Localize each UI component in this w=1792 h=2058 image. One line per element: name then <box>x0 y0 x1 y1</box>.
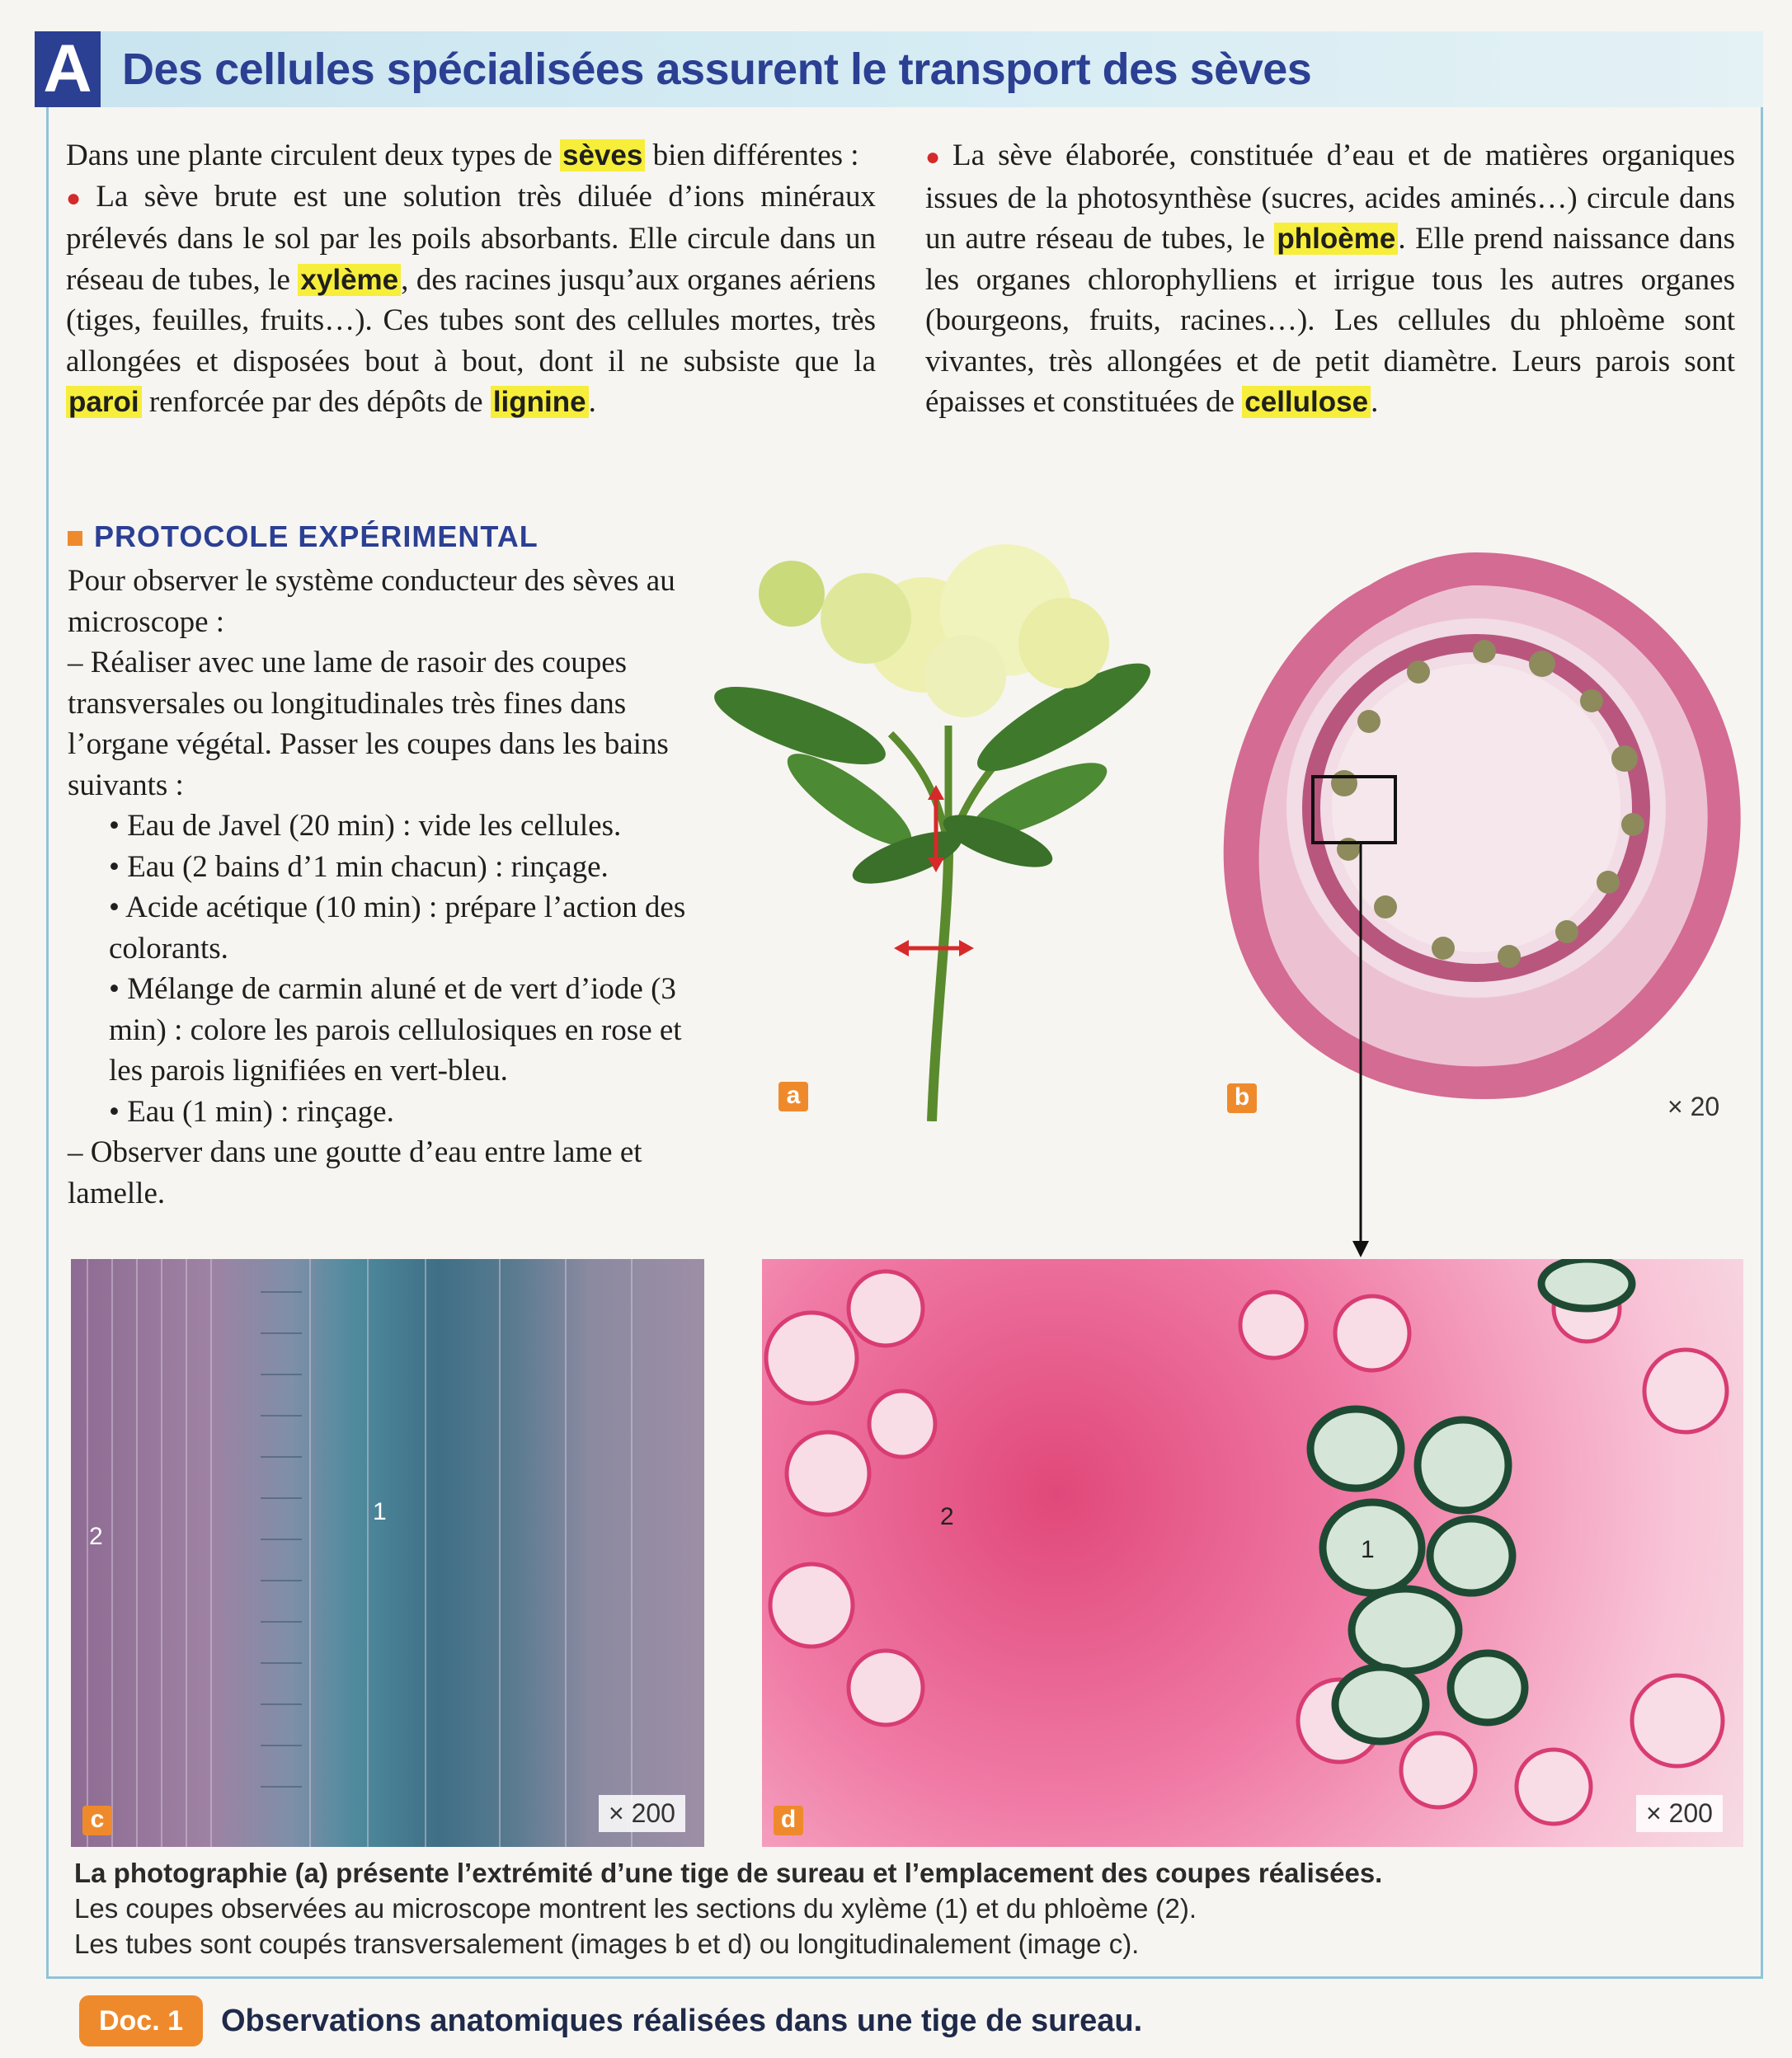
protocol-step: • Eau (2 bains d’1 min chacun) : rinçage. <box>109 849 609 884</box>
square-bullet-icon <box>68 531 82 546</box>
figure-caption <box>74 1855 1707 1962</box>
protocol-step: • Eau de Javel (20 min) : vide les cellules. <box>109 809 622 843</box>
figure-c-marker-xylem: 1 <box>373 1498 387 1525</box>
keyword-cellulose: cellulose <box>1242 386 1371 418</box>
figure-c-marker-phloem: 2 <box>89 1523 103 1550</box>
protocol-line: Pour observer le système conducteur des sèves au microscope : <box>68 564 675 639</box>
keyword-xyleme: xylème <box>298 264 401 296</box>
protocol-step: • Eau (1 min) : rinçage. <box>109 1094 394 1129</box>
left-column <box>66 135 876 423</box>
elder-stem-illustration <box>676 519 1171 1121</box>
doc-badge: Doc. 1 <box>79 1995 203 2046</box>
raw-sap-text-b: , des racines jusqu’aux organes aériens (tiges, feuilles, fruits…). Ces tubes sont des cellules mortes, très allongées et disposées bout à bout, dont il ne subsiste que la <box>66 262 876 378</box>
caption-line-2: Les coupes observées au microscope montrent les sections du xylème (1) et du phloème (2). <box>74 1893 1197 1924</box>
figure-b-magnification: × 20 <box>1667 1092 1720 1121</box>
figure-d-marker-phloem: 2 <box>940 1503 954 1530</box>
raw-sap-text-d: . <box>588 385 596 419</box>
figure-a-plant <box>676 519 1171 1121</box>
figure-c-label: c <box>82 1806 112 1835</box>
keyword-seves: sèves <box>560 139 645 172</box>
xylem-longitudinal-image <box>71 1259 704 1847</box>
protocol-heading-text: PROTOCOLE EXPÉRIMENTAL <box>94 519 539 553</box>
section-letter: A <box>35 31 101 107</box>
intro-paragraph <box>66 135 876 176</box>
protocol-line: – Observer dans une goutte d’eau entre lame et lamelle. <box>68 1135 642 1210</box>
keyword-paroi: paroi <box>66 386 142 418</box>
elaborated-sap-text-c: . <box>1371 385 1379 419</box>
protocol-step: • Mélange de carmin aluné et de vert d’iode (3 min) : colore les parois cellulosiques en rose et les parois lignifiées en vert-bleu. <box>109 972 682 1088</box>
raw-sap-paragraph <box>66 176 876 423</box>
figure-c-longitudinal <box>71 1259 704 1847</box>
intro-text: Dans une plante circulent deux types de <box>66 139 560 172</box>
figure-c-magnification: × 200 <box>599 1795 685 1832</box>
figure-d-transverse <box>762 1259 1743 1847</box>
raw-sap-text-c: renforcée par des dépôts de <box>141 385 491 419</box>
protocol-step: • Acide acétique (10 min) : prépare l’action des colorants. <box>109 890 686 966</box>
stem-cross-section-image <box>1204 536 1748 1113</box>
elaborated-sap-text-b: . Elle prend naissance dans les organes chlorophylliens et irrigue tous les autres organes (bourgeons, fruits, racines…). Les cellules du phloème sont vivantes, très allongées et de petit diamètre. Leurs parois sont épaisses et constituées de <box>925 222 1735 419</box>
elaborated-sap-paragraph <box>925 135 1735 423</box>
caption-line-3: Les tubes sont coupés transversalement (images b et d) ou longitudinalement (image c). <box>74 1929 1140 1959</box>
doc-title: Observations anatomiques réalisées dans une tige de sureau. <box>221 2004 1143 2038</box>
protocol-text <box>68 561 711 1214</box>
bullet-icon: ● <box>925 143 946 171</box>
figure-a-label: a <box>778 1082 808 1111</box>
figure-d-magnification: × 200 <box>1636 1795 1723 1832</box>
figure-b-label: b <box>1227 1083 1257 1113</box>
caption-line-1: La photographie (a) présente l’extrémité d’une tige de sureau et l’emplacement des coupes réalisées. <box>74 1858 1383 1888</box>
keyword-lignine: lignine <box>491 386 589 418</box>
intro-text-end: bien différentes : <box>645 139 859 172</box>
raw-sap-text-a: La sève brute est une solution très diluée d’ions minéraux prélevés dans le sol par les poils absorbants. Elle circule dans un réseau de tubes, le <box>66 179 876 297</box>
bullet-icon: ● <box>66 184 90 212</box>
right-column <box>925 135 1735 423</box>
figure-d-label: d <box>774 1806 803 1835</box>
keyword-phloeme: phloème <box>1274 223 1398 255</box>
figure-d-marker-xylem: 1 <box>1361 1536 1375 1563</box>
protocol-line: – Réaliser avec une lame de rasoir des coupes transversales ou longitudinales très fines dans l’organe végétal. Passer les coupes dans les bains suivants : <box>68 646 669 802</box>
protocol-heading <box>68 519 539 554</box>
zoom-connector-arrow <box>1344 841 1377 1262</box>
section-title: Des cellules spécialisées assurent le transport des sèves <box>122 45 1312 94</box>
elaborated-sap-text-a: La sève élaborée, constituée d’eau et de matières organiques issues de la photosynthèse (sucres, acides aminés…) circule dans un autre réseau de tubes, le <box>925 139 1735 256</box>
figure-b-cross-section <box>1204 536 1748 1113</box>
xylem-phloem-transverse-image <box>762 1259 1743 1847</box>
